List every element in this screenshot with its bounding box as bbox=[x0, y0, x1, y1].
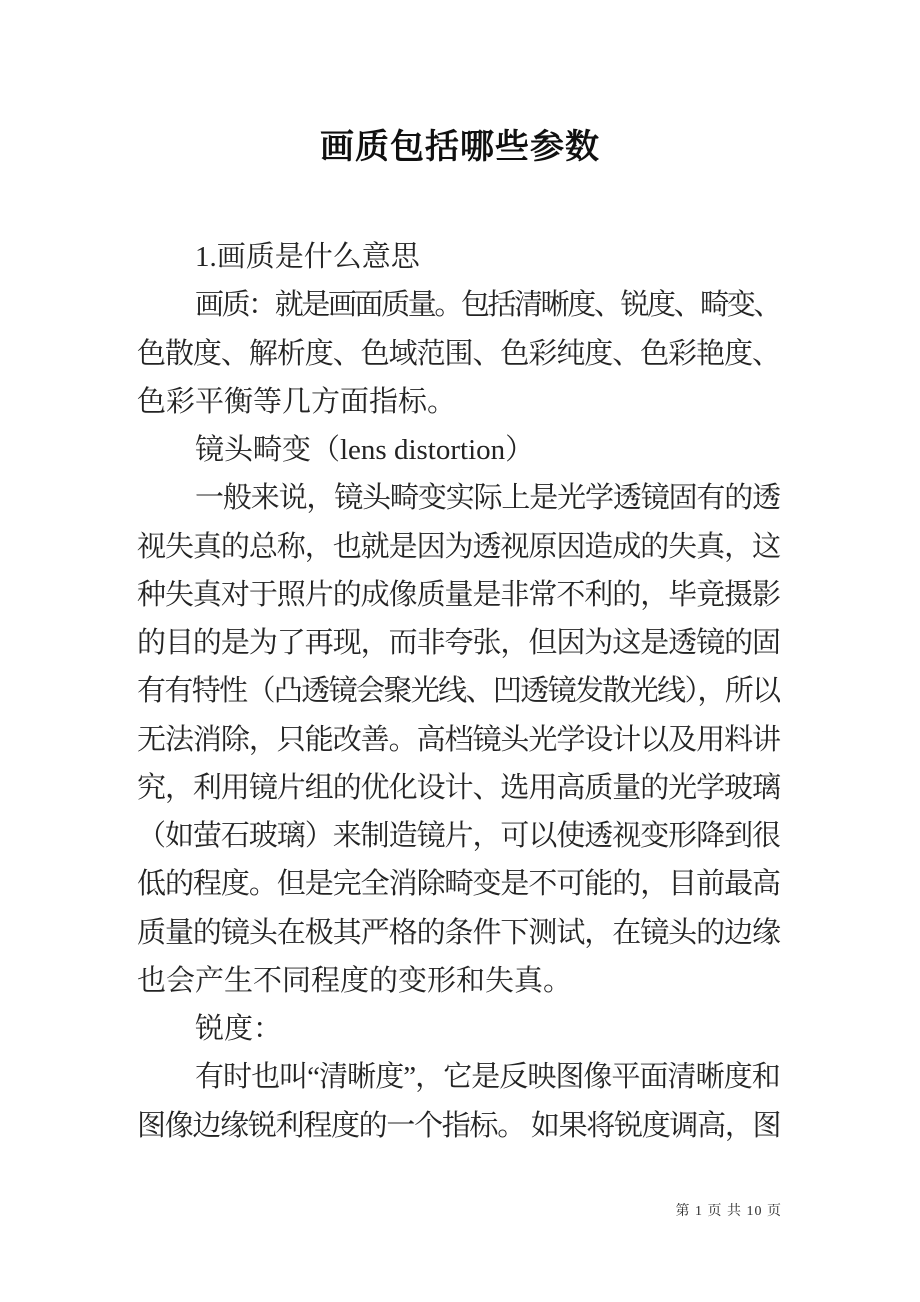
body-line: 无法消除，只能改善。高档镜头光学设计以及用料讲 bbox=[137, 723, 781, 756]
body-line: 1.画质是什么意思 bbox=[195, 241, 420, 273]
body-line: 也会产生不同程度的变形和失真。 bbox=[137, 964, 573, 997]
document-body bbox=[137, 233, 780, 1150]
body-line: 画质：就是画面质量。包括清晰度、锐度、畸变、 bbox=[195, 289, 781, 322]
body-line: 色散度、解析度、色域范围、色彩纯度、色彩艳度、 bbox=[137, 337, 781, 370]
body-line: 视失真的总称，也就是因为透视原因造成的失真，这 bbox=[137, 530, 781, 563]
document-title: 画质包括哪些参数 bbox=[320, 129, 600, 166]
body-line: 究，利用镜片组的优化设计、选用高质量的光学玻璃 bbox=[137, 771, 781, 804]
body-line: 质量的镜头在极其严格的条件下测试，在镜头的边缘 bbox=[137, 916, 781, 949]
body-line: 图像边缘锐利程度的一个指标。 如果将锐度调高，图 bbox=[137, 1109, 781, 1142]
body-line: 的目的是为了再现，而非夸张，但因为这是透镜的固 bbox=[137, 627, 781, 659]
page-number-footer: 第 1 页 共 10 页 bbox=[675, 1204, 782, 1219]
body-line: 低的程度。但是完全消除畸变是不可能的，目前最高 bbox=[137, 868, 781, 901]
body-line: 有有特性（凸透镜会聚光线、凹透镜发散光线），所以 bbox=[137, 675, 780, 708]
body-line: 种失真对于照片的成像质量是非常不利的，毕竟摄影 bbox=[137, 578, 781, 611]
body-line: 镜头畸变（lens distortion） bbox=[195, 434, 535, 466]
body-line: 锐度： bbox=[195, 1013, 283, 1045]
body-line: 一般来说，镜头畸变实际上是光学透镜固有的透 bbox=[195, 482, 781, 515]
body-line: 色彩平衡等几方面指标。 bbox=[137, 385, 457, 418]
body-line: 有时也叫“清晰度”，它是反映图像平面清晰度和 bbox=[195, 1061, 780, 1094]
body-line: （如萤石玻璃）来制造镜片，可以使透视变形降到很 bbox=[137, 820, 781, 852]
